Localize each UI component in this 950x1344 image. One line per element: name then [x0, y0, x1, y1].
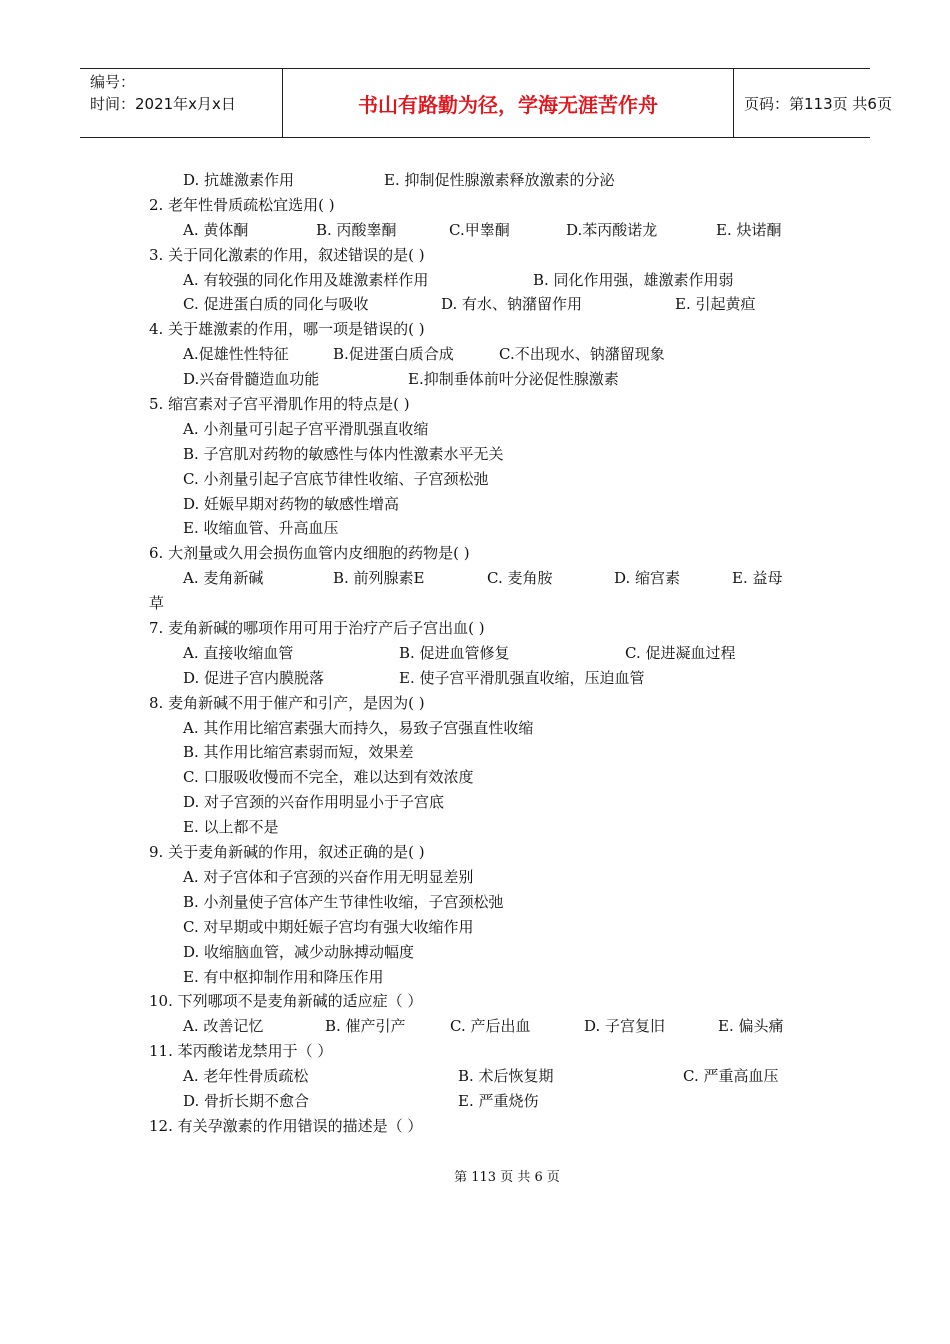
text-segment: 8. 麦角新碱不用于催产和引产，是因为( ) — [149, 693, 425, 712]
header-page-number: 页码：第113页 共6页 — [744, 94, 892, 113]
text-line — [0, 243, 950, 268]
text-segment: D.兴奋骨髓造血功能 — [183, 370, 320, 389]
text-segment: E. 引起黄疸 — [675, 295, 756, 314]
text-segment: 4. 关于雄激素的作用，哪一项是错误的( ) — [149, 320, 425, 339]
text-line — [0, 865, 950, 890]
text-segment: E.抑制垂体前叶分泌促性腺激素 — [408, 370, 619, 389]
text-segment: 11. 苯丙酸诺龙禁用于（ ） — [149, 1042, 333, 1061]
text-segment: B.促进蛋白质合成 — [333, 345, 454, 364]
text-line — [0, 965, 950, 990]
text-line — [0, 342, 950, 367]
text-line — [0, 790, 950, 815]
text-segment: D. 缩宫素 — [614, 569, 681, 588]
text-segment: E. 益母 — [732, 569, 783, 588]
text-segment: C. 小剂量引起子宫底节律性收缩、子宫颈松弛 — [183, 469, 489, 488]
text-segment: A. 其作用比缩宫素强大而持久，易致子宫强直性收缩 — [183, 718, 534, 737]
text-line — [0, 317, 950, 342]
header-motto: 书山有路勤为径，学海无涯苦作舟 — [282, 69, 734, 137]
text-segment: C.甲睾酮 — [449, 220, 510, 239]
text-segment: C. 促进蛋白质的同化与吸收 — [183, 295, 369, 314]
text-segment: 6. 大剂量或久用会损伤血管内皮细胞的药物是( ) — [149, 544, 470, 563]
text-segment: B. 其作用比缩宫素弱而短，效果差 — [183, 743, 414, 762]
text-segment: D. 骨折长期不愈合 — [183, 1091, 310, 1110]
text-segment: B. 术后恢复期 — [458, 1067, 554, 1086]
text-line — [0, 392, 950, 417]
text-segment: 7. 麦角新碱的哪项作用可用于治疗产后子宫出血( ) — [149, 619, 485, 638]
text-segment: 12. 有关孕激素的作用错误的描述是（ ） — [149, 1116, 423, 1135]
text-segment: C. 产后出血 — [450, 1017, 531, 1036]
text-segment: D. 促进子宫内膜脱落 — [183, 668, 325, 687]
text-segment: E. 抑制促性腺激素释放激素的分泌 — [384, 171, 615, 189]
text-line — [0, 641, 950, 666]
text-segment: B. 催产引产 — [325, 1017, 406, 1036]
text-segment: D.苯丙酸诺龙 — [566, 220, 658, 239]
text-segment: A. 直接收缩血管 — [183, 643, 294, 662]
text-segment: B. 前列腺素E — [333, 569, 425, 588]
text-line — [0, 989, 950, 1014]
text-line — [0, 492, 950, 517]
text-line — [0, 218, 950, 243]
header-left-cell — [80, 69, 282, 137]
text-line — [0, 1014, 950, 1039]
text-segment: C. 严重高血压 — [683, 1067, 779, 1086]
text-segment: A. 麦角新碱 — [183, 569, 264, 588]
text-segment: 3. 关于同化激素的作用，叙述错误的是( ) — [149, 245, 425, 264]
text-line — [0, 367, 950, 392]
text-line — [0, 840, 950, 865]
text-segment: B. 小剂量使子宫体产生节律性收缩，子宫颈松弛 — [183, 892, 504, 911]
text-segment: E. 炔诺酮 — [716, 220, 782, 239]
text-segment: B. 子宫肌对药物的敏感性与体内性激素水平无关 — [183, 444, 504, 463]
text-segment: B. 促进血管修复 — [399, 643, 510, 662]
text-segment: 9. 关于麦角新碱的作用，叙述正确的是( ) — [149, 843, 425, 862]
text-segment: 10. 下列哪项不是麦角新碱的适应症（ ） — [149, 992, 423, 1011]
text-line — [0, 292, 950, 317]
document-header — [80, 68, 892, 138]
text-segment: E. 收缩血管、升高血压 — [183, 519, 339, 538]
text-line — [0, 1089, 950, 1114]
text-line — [0, 168, 950, 193]
text-segment: C. 促进凝血过程 — [625, 643, 736, 662]
text-segment: E. 使子宫平滑肌强直收缩，压迫血管 — [399, 668, 645, 687]
text-segment: D. 有水、钠潴留作用 — [441, 295, 583, 314]
text-segment: A. 黄体酮 — [183, 220, 249, 239]
text-line — [0, 268, 950, 293]
text-line — [0, 915, 950, 940]
text-line — [0, 940, 950, 965]
text-segment: C. 口服吸收慢而不完全，难以达到有效浓度 — [183, 768, 474, 787]
text-line — [0, 193, 950, 218]
text-segment: 草 — [149, 594, 165, 613]
text-segment: 2. 老年性骨质疏松宜选用( ) — [149, 195, 335, 214]
text-segment: D. 抗雄激素作用 — [183, 171, 295, 189]
text-segment: A. 小剂量可引起子宫平滑肌强直收缩 — [183, 419, 429, 438]
text-segment: D. 收缩脑血管，减少动脉搏动幅度 — [183, 942, 415, 961]
text-line — [0, 765, 950, 790]
text-line — [0, 1114, 950, 1139]
text-segment: D. 子宫复旧 — [584, 1017, 666, 1036]
text-segment: B. 丙酸睾酮 — [316, 220, 397, 239]
text-segment: E. 偏头痛 — [718, 1017, 784, 1036]
text-line — [0, 516, 950, 541]
text-line — [0, 666, 950, 691]
text-line — [0, 1039, 950, 1064]
text-segment: E. 以上都不是 — [183, 818, 279, 837]
text-segment: D. 妊娠早期对药物的敏感性增高 — [183, 494, 400, 513]
text-line — [0, 1064, 950, 1089]
text-segment: A. 有较强的同化作用及雄激素样作用 — [183, 270, 429, 289]
text-segment: E. 有中枢抑制作用和降压作用 — [183, 967, 384, 986]
text-line — [0, 442, 950, 467]
text-line — [0, 417, 950, 442]
text-segment: A. 对子宫体和子宫颈的兴奋作用无明显差别 — [183, 867, 474, 886]
text-line — [0, 691, 950, 716]
text-segment: D. 对子宫颈的兴奋作用明显小于子宫底 — [183, 793, 445, 812]
text-line — [0, 716, 950, 741]
text-line — [0, 591, 950, 616]
text-segment: C. 对早期或中期妊娠子宫均有强大收缩作用 — [183, 917, 474, 936]
text-segment: C.不出现水、钠潴留现象 — [499, 345, 665, 364]
text-segment: 5. 缩宫素对子宫平滑肌作用的特点是( ) — [149, 395, 410, 414]
text-segment: A. 老年性骨质疏松 — [183, 1067, 309, 1086]
text-segment: C. 麦角胺 — [487, 569, 553, 588]
text-line — [0, 815, 950, 840]
text-segment: A.促雄性性特征 — [183, 345, 289, 364]
document-date-label: 时间：2021年x月x日 — [90, 95, 236, 113]
text-line — [0, 616, 950, 641]
text-line — [0, 890, 950, 915]
text-segment: A. 改善记忆 — [183, 1017, 264, 1036]
text-line — [0, 541, 950, 566]
text-segment: E. 严重烧伤 — [458, 1091, 539, 1110]
page-footer: 第 113 页 共 6 页 — [454, 1170, 560, 1185]
text-line — [0, 467, 950, 492]
document-number-label: 编号： — [90, 73, 136, 91]
text-line — [0, 566, 950, 591]
text-segment: B. 同化作用强，雄激素作用弱 — [533, 270, 734, 289]
text-line — [0, 740, 950, 765]
question-content — [0, 168, 950, 1139]
